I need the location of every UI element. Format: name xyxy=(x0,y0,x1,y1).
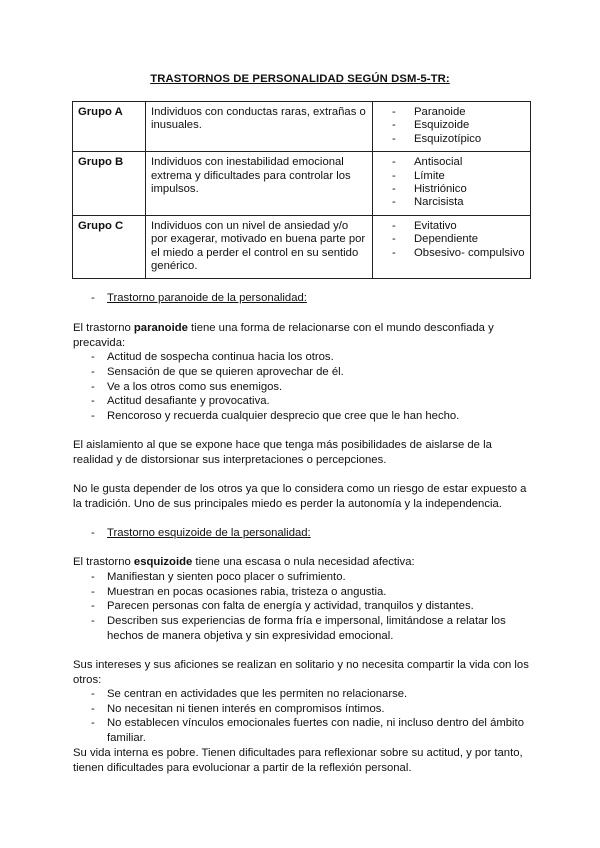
section-heading-paranoide: - Trastorno paranoide de la personalidad: xyxy=(91,292,307,304)
disorder-item: Dependiente xyxy=(414,233,479,246)
disorder-item: Narcisista xyxy=(414,196,464,209)
list-item: - Rencoroso y recuerda cualquier desprecio que cree que le han hecho. xyxy=(91,410,460,422)
group-disorders: - Paranoide - Esquizoide - Esquizotípico xyxy=(373,102,531,152)
list-item: - Manifiestan y sienten poco placer o sufrimiento. xyxy=(91,571,346,583)
disorder-item: Paranoide xyxy=(414,106,466,118)
paranoide-paragraph-2: No le gusta depender de los otros ya que lo considera como un riesgo de estar expuesto a la tradición. Uno de sus principales miedo es perder la autonomía y la independencia. xyxy=(73,483,527,510)
group-disorders: - Antisocial - Límite - Histriónico - Narcisista xyxy=(373,152,531,216)
disorder-item: Límite xyxy=(414,169,445,182)
personality-groups-table xyxy=(72,101,531,279)
list-item: - No establecen vínculos emocionales fuertes con nadie, ni incluso dentro del ámbito familiar. xyxy=(91,717,524,744)
table-row xyxy=(73,215,531,279)
disorder-item: Evitativo xyxy=(414,219,457,232)
list-item: - Sensación de que se quieren aprovechar de él. xyxy=(91,366,344,378)
list-item: - Muestran en pocas ocasiones rabia, tristeza o angustia. xyxy=(91,586,387,598)
disorder-item: Obsesivo- compulsivo xyxy=(414,246,525,259)
group-name: Grupo A xyxy=(73,102,146,152)
disorder-item: Antisocial xyxy=(414,156,463,169)
group-name: Grupo B xyxy=(73,152,146,216)
group-description: Individuos con conductas raras, extrañas o inusuales. xyxy=(146,102,373,152)
group-description: Individuos con inestabilidad emocional extrema y dificultades para controlar los impulsos. xyxy=(146,152,373,216)
esquizoide-paragraph-1: Sus intereses y sus aficiones se realizan en solitario y no necesita compartir la vida con los otros: xyxy=(73,659,529,686)
list-item: - Actitud desafiante y provocativa. xyxy=(91,395,270,407)
list-item: - Se centran en actividades que les permiten no relacionarse. xyxy=(91,688,408,700)
document-title: TRASTORNOS DE PERSONALIDAD SEGÚN DSM-5-TR: xyxy=(150,73,450,85)
disorder-item: Histriónico xyxy=(414,183,467,196)
table-row xyxy=(73,152,531,216)
table-row xyxy=(73,102,531,152)
group-name: Grupo C xyxy=(73,215,146,279)
list-item: - Parecen personas con falta de energía y actividad, tranquilos y distantes. xyxy=(91,600,474,612)
disorder-item: Esquizoide xyxy=(414,119,470,132)
list-item: - Actitud de sospecha continua hacia los otros. xyxy=(91,351,334,363)
list-item: - Ve a los otros como sus enemigos. xyxy=(91,381,283,393)
esquizoide-intro: El trastorno esquizoide tiene una escasa o nula necesidad afectiva: xyxy=(73,556,415,568)
paranoide-intro: El trastorno paranoide tiene una forma de relacionarse con el mundo desconfiada y precavida: xyxy=(73,322,494,349)
esquizoide-paragraph-2: Su vida interna es pobre. Tienen dificultades para reflexionar sobre su actitud, y por tanto, tienen dificultades para evolucionar a partir de la reflexión personal. xyxy=(73,747,523,774)
list-item: - Describen sus experiencias de forma fría e impersonal, limitándose a relatar los hechos de manera objetiva y sin expresividad emocional. xyxy=(91,615,506,642)
group-disorders: - Evitativo - Dependiente - Obsesivo- compulsivo xyxy=(373,215,531,279)
disorder-item: Esquizotípico xyxy=(414,132,482,145)
section-heading-esquizoide: - Trastorno esquizoide de la personalidad: xyxy=(91,527,311,539)
paranoide-paragraph-1: El aislamiento al que se expone hace que tenga más posibilidades de aislarse de la realidad y de distorsionar sus interpretaciones o percepciones. xyxy=(73,439,492,466)
group-description: Individuos con un nivel de ansiedad y/o por exagerar, motivado en buena parte por el miedo a perder el control en su sentido genérico. xyxy=(146,215,373,279)
list-item: - No necesitan ni tienen interés en compromisos íntimos. xyxy=(91,703,385,715)
